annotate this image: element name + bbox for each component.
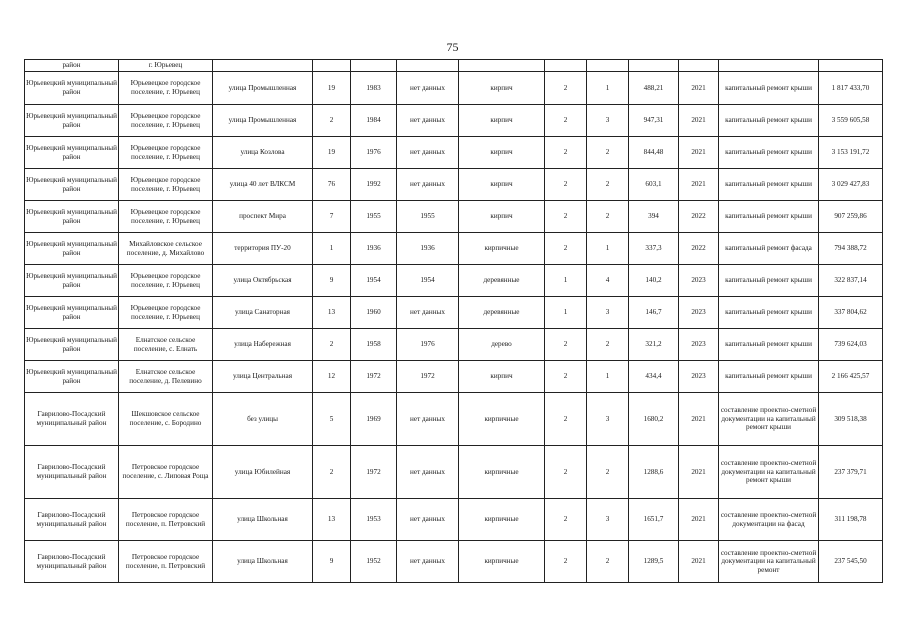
work-type-cell	[719, 60, 819, 72]
district-cell: Юрьевецкий муниципальный район	[25, 233, 119, 265]
work-type-cell: капитальный ремонт крыши	[719, 329, 819, 361]
build-year-cell: 1972	[351, 361, 397, 393]
last-repair-year-cell: нет данных	[397, 297, 459, 329]
wall-material-cell	[459, 60, 545, 72]
wall-material-cell: кирпичные	[459, 499, 545, 541]
settlement-cell: Юрьевецкое городское поселение, г. Юрьевец	[119, 169, 213, 201]
area-cell	[629, 60, 679, 72]
repair-year-cell: 2023	[679, 361, 719, 393]
last-repair-year-cell	[397, 60, 459, 72]
entrances-cell: 1	[545, 297, 587, 329]
entrances-cell: 2	[545, 361, 587, 393]
settlement-cell: Юрьевецкое городское поселение, г. Юрьевец	[119, 201, 213, 233]
district-cell: Гаврилово-Посадский муниципальный район	[25, 393, 119, 446]
area-cell: 1288,6	[629, 446, 679, 499]
settlement-cell: Юрьевецкое городское поселение, г. Юрьевец	[119, 265, 213, 297]
cost-cell: 3 153 191,72	[819, 137, 883, 169]
repair-year-cell: 2021	[679, 137, 719, 169]
last-repair-year-cell: нет данных	[397, 541, 459, 583]
build-year-cell: 1983	[351, 72, 397, 105]
house-number-cell: 2	[313, 329, 351, 361]
area-cell: 1289,5	[629, 541, 679, 583]
house-number-cell: 2	[313, 446, 351, 499]
area-cell: 603,1	[629, 169, 679, 201]
district-cell: Гаврилово-Посадский муниципальный район	[25, 541, 119, 583]
street-cell: улица Школьная	[213, 541, 313, 583]
area-cell: 1680,2	[629, 393, 679, 446]
settlement-cell: г. Юрьевец	[119, 60, 213, 72]
cost-cell: 311 198,78	[819, 499, 883, 541]
house-number-cell: 13	[313, 499, 351, 541]
build-year-cell: 1969	[351, 393, 397, 446]
repair-year-cell: 2021	[679, 393, 719, 446]
area-cell: 488,21	[629, 72, 679, 105]
table-row	[25, 60, 883, 72]
work-type-cell: составление проектно-сметной документации на капитальный ремонт	[719, 541, 819, 583]
district-cell: Юрьевецкий муниципальный район	[25, 72, 119, 105]
street-cell: улица Центральная	[213, 361, 313, 393]
build-year-cell: 1984	[351, 105, 397, 137]
repair-year-cell: 2022	[679, 233, 719, 265]
district-cell: Юрьевецкий муниципальный район	[25, 201, 119, 233]
work-type-cell: капитальный ремонт крыши	[719, 105, 819, 137]
last-repair-year-cell: 1976	[397, 329, 459, 361]
last-repair-year-cell: 1954	[397, 265, 459, 297]
work-type-cell: капитальный ремонт крыши	[719, 265, 819, 297]
floors-cell: 2	[587, 329, 629, 361]
wall-material-cell: кирпичные	[459, 541, 545, 583]
wall-material-cell: дерево	[459, 329, 545, 361]
wall-material-cell: деревянные	[459, 297, 545, 329]
table-row	[25, 72, 883, 105]
repair-year-cell: 2021	[679, 499, 719, 541]
floors-cell: 3	[587, 105, 629, 137]
entrances-cell: 2	[545, 541, 587, 583]
street-cell: улица Промышленная	[213, 105, 313, 137]
street-cell: проспект Мира	[213, 201, 313, 233]
district-cell: Юрьевецкий муниципальный район	[25, 297, 119, 329]
work-type-cell: капитальный ремонт крыши	[719, 169, 819, 201]
area-cell: 146,7	[629, 297, 679, 329]
table-row	[25, 137, 883, 169]
district-cell: Юрьевецкий муниципальный район	[25, 105, 119, 137]
last-repair-year-cell: 1955	[397, 201, 459, 233]
settlement-cell: Петровское городское поселение, п. Петровский	[119, 541, 213, 583]
settlement-cell: Петровское городское поселение, с. Липовая Роща	[119, 446, 213, 499]
street-cell: улица Санаторная	[213, 297, 313, 329]
floors-cell: 2	[587, 201, 629, 233]
cost-cell: 237 545,50	[819, 541, 883, 583]
settlement-cell: Михайловское сельское поселение, д. Михайлово	[119, 233, 213, 265]
floors-cell: 3	[587, 393, 629, 446]
work-type-cell: капитальный ремонт фасада	[719, 233, 819, 265]
entrances-cell	[545, 60, 587, 72]
area-cell: 1651,7	[629, 499, 679, 541]
table-row	[25, 105, 883, 137]
build-year-cell: 1976	[351, 137, 397, 169]
street-cell	[213, 60, 313, 72]
repair-year-cell: 2023	[679, 329, 719, 361]
street-cell: территория ПУ-20	[213, 233, 313, 265]
wall-material-cell: кирпич	[459, 105, 545, 137]
table-row	[25, 201, 883, 233]
work-type-cell: составление проектно-сметной документации на капитальный ремонт крыши	[719, 446, 819, 499]
entrances-cell: 1	[545, 265, 587, 297]
cost-cell: 907 259,86	[819, 201, 883, 233]
street-cell: улица Козлова	[213, 137, 313, 169]
cost-cell: 2 166 425,57	[819, 361, 883, 393]
house-number-cell: 76	[313, 169, 351, 201]
repair-year-cell: 2022	[679, 201, 719, 233]
floors-cell: 2	[587, 446, 629, 499]
settlement-cell: Елнатское сельское поселение, с. Елнать	[119, 329, 213, 361]
floors-cell: 4	[587, 265, 629, 297]
repair-year-cell: 2023	[679, 297, 719, 329]
table-row	[25, 393, 883, 446]
repair-year-cell: 2023	[679, 265, 719, 297]
repair-year-cell: 2021	[679, 105, 719, 137]
last-repair-year-cell: нет данных	[397, 393, 459, 446]
wall-material-cell: кирпич	[459, 169, 545, 201]
wall-material-cell: кирпичные	[459, 446, 545, 499]
table-row	[25, 265, 883, 297]
house-number-cell: 19	[313, 137, 351, 169]
area-cell: 337,3	[629, 233, 679, 265]
cost-cell: 794 388,72	[819, 233, 883, 265]
district-cell: Юрьевецкий муниципальный район	[25, 137, 119, 169]
repair-year-cell: 2021	[679, 169, 719, 201]
street-cell: улица Школьная	[213, 499, 313, 541]
work-type-cell: капитальный ремонт крыши	[719, 361, 819, 393]
last-repair-year-cell: 1972	[397, 361, 459, 393]
build-year-cell: 1952	[351, 541, 397, 583]
floors-cell: 3	[587, 297, 629, 329]
build-year-cell: 1972	[351, 446, 397, 499]
area-cell: 434,4	[629, 361, 679, 393]
street-cell: улица 40 лет ВЛКСМ	[213, 169, 313, 201]
cost-cell: 237 379,71	[819, 446, 883, 499]
district-cell: Юрьевецкий муниципальный район	[25, 329, 119, 361]
entrances-cell: 2	[545, 72, 587, 105]
house-number-cell: 7	[313, 201, 351, 233]
floors-cell: 1	[587, 233, 629, 265]
repair-year-cell: 2021	[679, 541, 719, 583]
entrances-cell: 2	[545, 329, 587, 361]
district-cell: Юрьевецкий муниципальный район	[25, 169, 119, 201]
district-cell: район	[25, 60, 119, 72]
build-year-cell: 1960	[351, 297, 397, 329]
repair-year-cell: 2021	[679, 446, 719, 499]
district-cell: Юрьевецкий муниципальный район	[25, 361, 119, 393]
register-body	[25, 60, 883, 583]
last-repair-year-cell: 1936	[397, 233, 459, 265]
work-type-cell: капитальный ремонт крыши	[719, 201, 819, 233]
wall-material-cell: деревянные	[459, 265, 545, 297]
cost-cell	[819, 60, 883, 72]
cost-cell: 739 624,03	[819, 329, 883, 361]
settlement-cell: Юрьевецкое городское поселение, г. Юрьевец	[119, 105, 213, 137]
floors-cell	[587, 60, 629, 72]
cost-cell: 3 559 605,58	[819, 105, 883, 137]
build-year-cell: 1992	[351, 169, 397, 201]
entrances-cell: 2	[545, 233, 587, 265]
wall-material-cell: кирпич	[459, 137, 545, 169]
house-number-cell: 13	[313, 297, 351, 329]
entrances-cell: 2	[545, 137, 587, 169]
table-row	[25, 329, 883, 361]
wall-material-cell: кирпич	[459, 72, 545, 105]
area-cell: 394	[629, 201, 679, 233]
floors-cell: 3	[587, 499, 629, 541]
last-repair-year-cell: нет данных	[397, 499, 459, 541]
repair-register-table	[24, 59, 883, 583]
entrances-cell: 2	[545, 169, 587, 201]
build-year-cell: 1953	[351, 499, 397, 541]
table-row	[25, 297, 883, 329]
cost-cell: 337 804,62	[819, 297, 883, 329]
house-number-cell: 12	[313, 361, 351, 393]
wall-material-cell: кирпич	[459, 201, 545, 233]
page-number: 75	[446, 40, 459, 54]
area-cell: 947,31	[629, 105, 679, 137]
settlement-cell: Елнатское сельское поселение, д. Пелевино	[119, 361, 213, 393]
wall-material-cell: кирпичные	[459, 233, 545, 265]
last-repair-year-cell: нет данных	[397, 72, 459, 105]
entrances-cell: 2	[545, 105, 587, 137]
street-cell: улица Набережная	[213, 329, 313, 361]
work-type-cell: капитальный ремонт крыши	[719, 137, 819, 169]
entrances-cell: 2	[545, 201, 587, 233]
table-row	[25, 446, 883, 499]
wall-material-cell: кирпичные	[459, 393, 545, 446]
house-number-cell: 1	[313, 233, 351, 265]
street-cell: улица Юбилейная	[213, 446, 313, 499]
house-number-cell: 9	[313, 265, 351, 297]
entrances-cell: 2	[545, 393, 587, 446]
last-repair-year-cell: нет данных	[397, 169, 459, 201]
table-row	[25, 233, 883, 265]
area-cell: 140,2	[629, 265, 679, 297]
last-repair-year-cell: нет данных	[397, 137, 459, 169]
last-repair-year-cell: нет данных	[397, 105, 459, 137]
build-year-cell: 1955	[351, 201, 397, 233]
table-row	[25, 541, 883, 583]
house-number-cell: 5	[313, 393, 351, 446]
repair-year-cell	[679, 60, 719, 72]
floors-cell: 2	[587, 169, 629, 201]
cost-cell: 3 029 427,83	[819, 169, 883, 201]
build-year-cell	[351, 60, 397, 72]
area-cell: 321,2	[629, 329, 679, 361]
table-row	[25, 361, 883, 393]
work-type-cell: составление проектно-сметной документации на капитальный ремонт крыши	[719, 393, 819, 446]
house-number-cell: 19	[313, 72, 351, 105]
settlement-cell: Петровское городское поселение, п. Петровский	[119, 499, 213, 541]
build-year-cell: 1936	[351, 233, 397, 265]
build-year-cell: 1954	[351, 265, 397, 297]
house-number-cell	[313, 60, 351, 72]
cost-cell: 309 518,38	[819, 393, 883, 446]
district-cell: Гаврилово-Посадский муниципальный район	[25, 499, 119, 541]
wall-material-cell: кирпич	[459, 361, 545, 393]
settlement-cell: Юрьевецкое городское поселение, г. Юрьевец	[119, 72, 213, 105]
last-repair-year-cell: нет данных	[397, 446, 459, 499]
settlement-cell: Юрьевецкое городское поселение, г. Юрьевец	[119, 297, 213, 329]
floors-cell: 2	[587, 541, 629, 583]
house-number-cell: 9	[313, 541, 351, 583]
floors-cell: 2	[587, 137, 629, 169]
table-row	[25, 169, 883, 201]
district-cell: Гаврилово-Посадский муниципальный район	[25, 446, 119, 499]
floors-cell: 1	[587, 361, 629, 393]
street-cell: улица Октябрьская	[213, 265, 313, 297]
house-number-cell: 2	[313, 105, 351, 137]
build-year-cell: 1958	[351, 329, 397, 361]
floors-cell: 1	[587, 72, 629, 105]
entrances-cell: 2	[545, 499, 587, 541]
repair-year-cell: 2021	[679, 72, 719, 105]
table-row	[25, 499, 883, 541]
settlement-cell: Юрьевецкое городское поселение, г. Юрьевец	[119, 137, 213, 169]
work-type-cell: капитальный ремонт крыши	[719, 297, 819, 329]
entrances-cell: 2	[545, 446, 587, 499]
area-cell: 844,48	[629, 137, 679, 169]
street-cell: без улицы	[213, 393, 313, 446]
work-type-cell: составление проектно-сметной документации на фасад	[719, 499, 819, 541]
settlement-cell: Шекшовское сельское поселение, с. Бородино	[119, 393, 213, 446]
cost-cell: 1 817 433,70	[819, 72, 883, 105]
cost-cell: 322 837,14	[819, 265, 883, 297]
district-cell: Юрьевецкий муниципальный район	[25, 265, 119, 297]
street-cell: улица Промышленная	[213, 72, 313, 105]
work-type-cell: капитальный ремонт крыши	[719, 72, 819, 105]
